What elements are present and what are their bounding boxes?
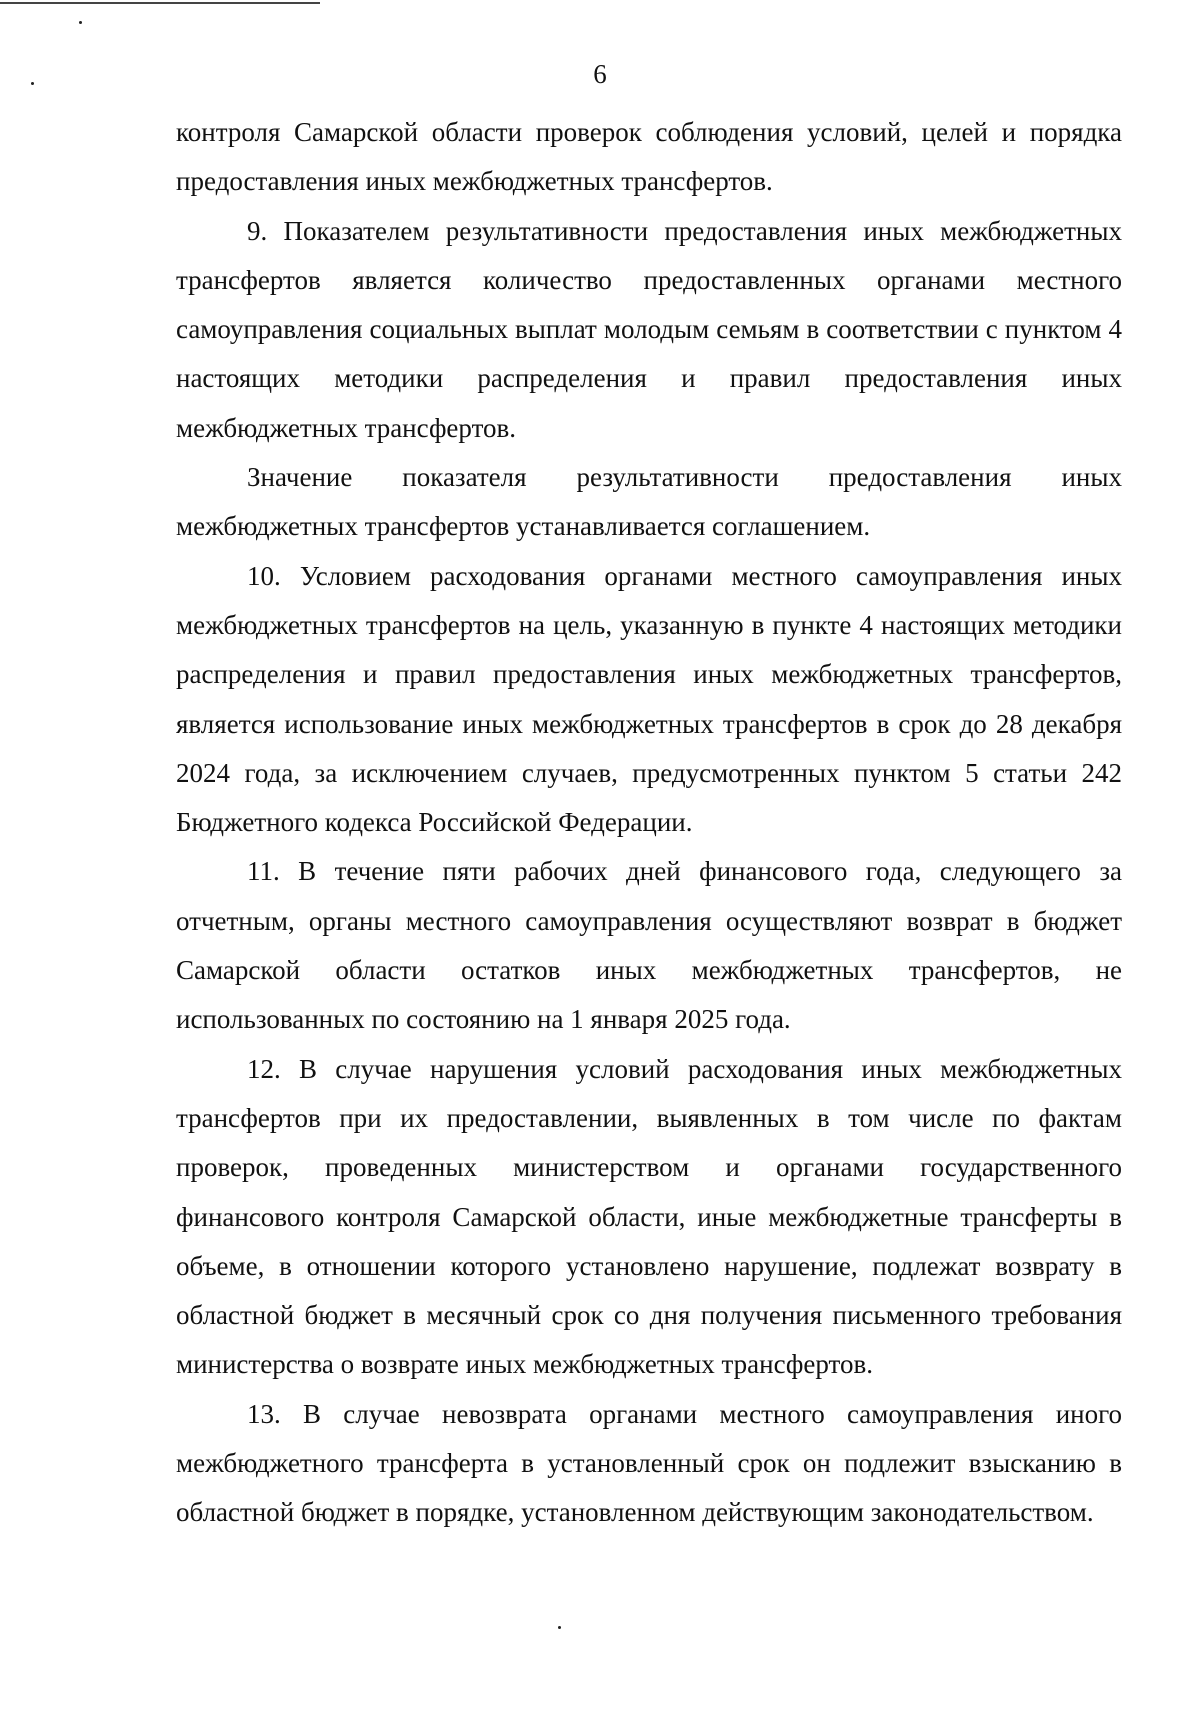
paragraph-item-11: 11. В течение пяти рабочих дней финансового года, следующего за отчетным, органы местного самоуправления осуществляют возврат в бюджет Самарской области остатков иных межбюджетных трансфертов, не использованных по состоянию на 1 января 2025 года. <box>176 856 1122 1035</box>
paragraph-continuation: контроля Самарской области проверок соблюдения условий, целей и порядка предоставления иных межбюджетных трансфертов. <box>176 117 1122 197</box>
paragraph-item-12: 12. В случае нарушения условий расходования иных межбюджетных трансфертов при их предоставлении, выявленных в том числе по фактам проверок, проведенных министерством и органами государственного финансового контроля Самарской области, иные межбюджетные трансферты в объеме, в отношении которого установлено нарушение, подлежат возврату в областной бюджет в месячный срок со дня получения письменного требования министерства о возврате иных межбюджетных трансфертов. <box>176 1053 1122 1380</box>
scan-speck <box>79 21 82 24</box>
scan-speck <box>558 1626 561 1629</box>
scan-edge-line <box>0 2 320 4</box>
paragraph-item-10: 10. Условием расходования органами местного самоуправления иных межбюджетных трансфертов на цель, указанную в пункте 4 настоящих методики распределения и правил предоставления иных межбюджетных трансфертов, является использование иных межбюджетных трансфертов в срок до 28 декабря 2024 года, за исключением случаев, предусмотренных пунктом 5 статьи 242 Бюджетного кодекса Российской Федерации. <box>176 560 1122 838</box>
document-body <box>176 108 1122 1538</box>
paragraph-item-9-value: Значение показателя результативности предоставления иных межбюджетных трансфертов устанавливается соглашением. <box>176 462 1122 542</box>
paragraph-item-9: 9. Показателем результативности предоставления иных межбюджетных трансфертов является количество предоставленных органами местного самоуправления социальных выплат молодым семьям в соответствии с пунктом 4 настоящих методики распределения и правил предоставления иных межбюджетных трансфертов. <box>176 215 1122 443</box>
page-number: 6 <box>593 59 607 89</box>
paragraph-item-13: 13. В случае невозврата органами местного самоуправления иного межбюджетного трансферта в установленный срок он подлежит взысканию в областной бюджет в порядке, установленном действующим законодательством. <box>176 1398 1122 1528</box>
